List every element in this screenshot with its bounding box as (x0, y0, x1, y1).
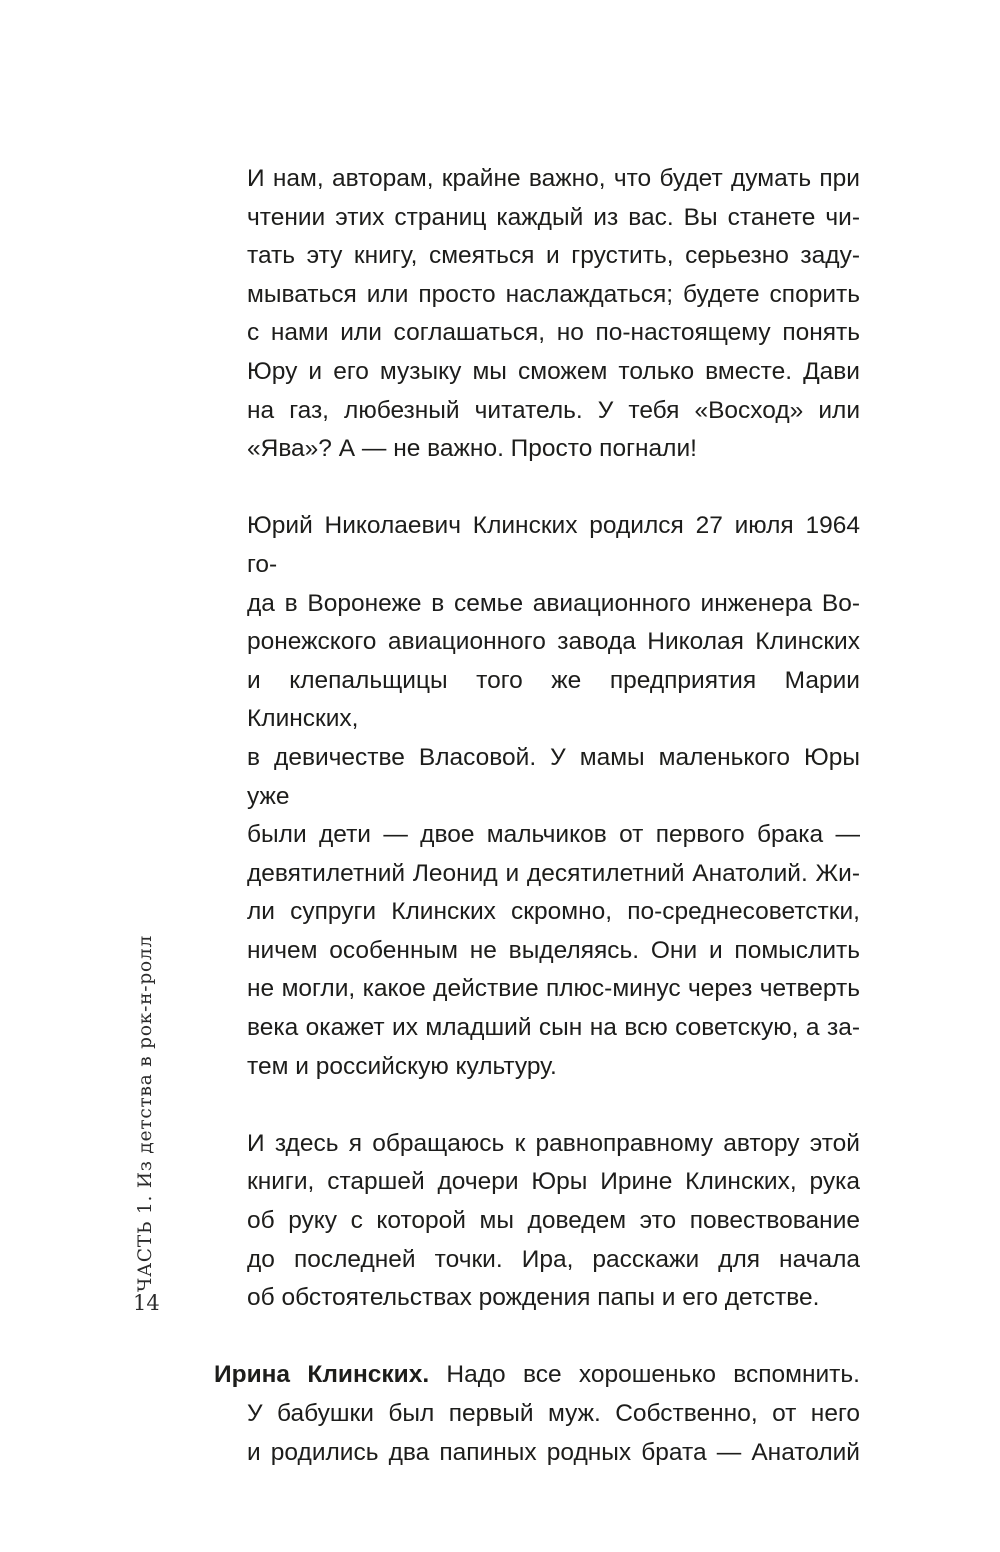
text-line: об обстоятельствах рождения папы и его детстве. (247, 1284, 820, 1312)
text-line: были дети — двое мальчиков от первого брака — (247, 821, 860, 849)
text-line: И нам, авторам, крайне важно, что будет думать при (247, 165, 860, 192)
text-line: ли супруги Клинских скромно, по-среднесоветстки, (247, 898, 860, 926)
text-line: с нами или соглашаться, но по-настоящему понять (247, 319, 860, 347)
text-line: не могли, какое действие плюс-минус через четверть (247, 975, 860, 1003)
text-line: тать эту книгу, смеяться и грустить, серьезно заду- (247, 242, 860, 270)
paragraph (247, 1125, 860, 1318)
text-line: У бабушки был первый муж. Собственно, от него (247, 1400, 860, 1427)
text-line: тем и российскую культуру. (247, 1052, 557, 1080)
text-line: Ирина Клинских. Надо все хорошенько вспомнить. (214, 1361, 860, 1389)
text-line: ничем особенным не выделяясь. Они и помыслить (247, 936, 860, 964)
paragraph (247, 507, 860, 1086)
text-line: на газ, любезный читатель. У тебя «Восход» или (247, 396, 860, 424)
text-line: ронежского авиационного завода Николая Клинских (247, 628, 860, 656)
text-line: «Ява»? А — не важно. Просто погнали! (247, 435, 697, 463)
text-line: чтении этих страниц каждый из вас. Вы станете чи- (247, 203, 860, 231)
text-line: об руку с которой мы доведем это повествование (247, 1207, 860, 1235)
text-line: в девичестве Власовой. У мамы маленького Юры уже (247, 743, 860, 810)
text-line: книги, старшей дочери Юры Ирине Клинских, рука (247, 1168, 860, 1196)
text-line: да в Воронеже в семье авиационного инженера Во- (247, 589, 860, 617)
page-number: 14 (133, 1291, 160, 1315)
text-line: И здесь я обращаюсь к равноправному автору этой (247, 1129, 860, 1157)
text-line: Юру и его музыку мы сможем только вместе. Дави (247, 357, 860, 385)
text-line: девятилетний Леонид и десятилетний Анатолий. Жи- (247, 859, 860, 887)
speaker-paragraph (214, 1356, 860, 1472)
text-line: Юрий Николаевич Клинских родился 27 июля 1964 го- (247, 512, 860, 578)
speaker-name: Ирина Клинских. (214, 1361, 430, 1389)
text-line: мываться или просто наслаждаться; будете спорить (247, 280, 860, 308)
text-line: и клепальщицы того же предприятия Марии Клинских, (247, 666, 860, 733)
text-line: до последней точки. Ира, расскажи для начала (247, 1245, 860, 1273)
text-line: и родились два папиных родных брата — Анатолий (247, 1438, 860, 1466)
text-line: века окажет их младший сын на всю советскую, а за- (247, 1014, 860, 1042)
paragraph (247, 160, 860, 469)
text-column (214, 160, 860, 1472)
chapter-sidebar-caption: ЧАСТЬ 1. Из детства в рок-н-ролл (135, 934, 156, 1292)
